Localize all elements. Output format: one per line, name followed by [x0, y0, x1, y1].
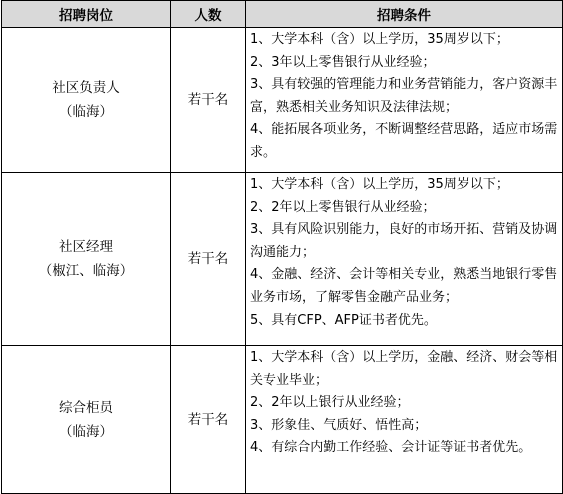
- condition-item: 1、大学本科（含）以上学历，35周岁以下；: [250, 177, 509, 192]
- condition-item: 4、能拓展各项业务，不断调整经营思路，适应市场需求。: [250, 122, 558, 160]
- table-row: [2, 346, 563, 494]
- position-title: 社区负责人: [52, 80, 120, 96]
- position-cell: [2, 346, 171, 494]
- header-position: 招聘岗位: [2, 1, 171, 28]
- count-cell: 若干名: [171, 173, 246, 346]
- condition-item: 3、形象佳、气质好、悟性高；: [250, 417, 428, 433]
- condition-item: 4、有综合内勤工作经验、会计证等证书者优先。: [250, 440, 532, 456]
- condition-item: 2、2年以上银行从业经验；: [250, 395, 410, 411]
- condition-item: 3、具有风险识别能力，良好的市场开拓、营销及协调沟通能力；: [250, 222, 558, 260]
- condition-item: 4、金融、经济、会计等相关专业，熟悉当地银行零售业务市场，了解零售金融产品业务；: [250, 267, 558, 305]
- condition-item: 5、具有CFP、AFP证书者优先。: [250, 312, 437, 328]
- recruitment-table: [1, 0, 563, 494]
- count-cell: 若干名: [171, 346, 246, 494]
- table-row: [2, 173, 563, 346]
- condition-item: 2、3年以上零售银行从业经验；: [250, 54, 436, 70]
- position-title: 综合柜员: [59, 399, 113, 416]
- conditions-cell: [246, 346, 563, 494]
- header-row: [2, 1, 563, 28]
- position-location: （临海）: [59, 104, 113, 120]
- condition-item: 1、大学本科（含）以上学历，金融、经济、财会等相关专业毕业；: [250, 350, 558, 388]
- position-location: （临海）: [59, 423, 113, 440]
- header-conditions: 招聘条件: [246, 1, 563, 28]
- conditions-cell: [246, 173, 563, 346]
- position-title: 社区经理: [59, 239, 113, 255]
- condition-item: 2、2年以上零售银行从业经验；: [250, 199, 436, 215]
- table-row: [2, 28, 563, 173]
- count-cell: 若干名: [171, 28, 246, 173]
- condition-item: 1、大学本科（含）以上学历，35周岁以下；: [250, 32, 509, 47]
- condition-item: 3、具有较强的管理能力和业务营销能力，客户资源丰富，熟悉相关业务知识及法律法规；: [250, 77, 558, 115]
- header-count: 人数: [171, 1, 246, 28]
- position-location: （椒江、临海）: [38, 263, 134, 279]
- conditions-cell: [246, 28, 563, 173]
- position-cell: [2, 28, 171, 173]
- position-cell: [2, 173, 171, 346]
